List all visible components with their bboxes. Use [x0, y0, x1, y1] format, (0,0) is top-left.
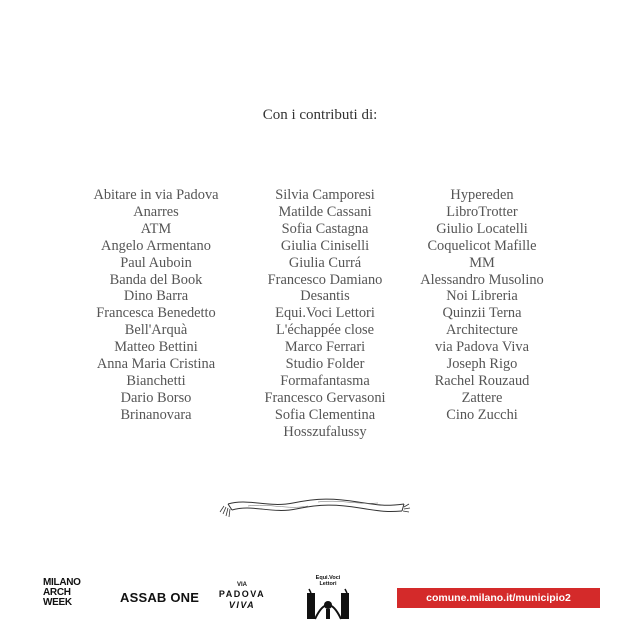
logo-line: ARCH [43, 587, 71, 598]
contributor-name: Francesco Gervasoni [264, 389, 386, 406]
contributor-name: Giulia Currá [288, 254, 362, 271]
contributor-name: Anarres [133, 203, 179, 220]
contributor-name: Paul Auboin [120, 254, 192, 271]
contributors-column-2 [235, 187, 415, 441]
logo-equi-line1: Equi.Voci [315, 575, 341, 581]
scarf-drawing-icon [218, 490, 414, 526]
contributor-name: Hypereden [450, 187, 514, 203]
contributor-name: Bell'Arquà [124, 322, 188, 339]
municipio-link[interactable]: comune.milano.it/municipio2 [397, 588, 600, 608]
contributor-name: Banda del Book [109, 271, 203, 288]
contributor-name: via Padova Viva [435, 339, 529, 356]
contributor-name: Dario Borso [120, 389, 192, 406]
logo-line: MILANO [43, 577, 81, 588]
contributor-name: Studio Folder [285, 356, 365, 373]
contributor-name: Matilde Cassani [278, 203, 372, 220]
logo-via: VIA [236, 582, 247, 588]
contributor-name: Noi Libreria [446, 288, 518, 305]
contributor-name: Giulio Locatelli [436, 220, 528, 237]
contributor-name: Zattere [461, 389, 503, 406]
contributor-name: Sofia Castagna [281, 220, 369, 237]
contributor-name: Formafantasma [280, 372, 370, 389]
contributor-name: Desantis [300, 288, 350, 305]
contributor-name: Bianchetti [126, 372, 186, 389]
contributor-name: L'échappée close [275, 322, 375, 339]
equi-voci-figure-icon [305, 587, 351, 621]
milano-arch-week-logo [43, 578, 83, 620]
contributor-name: Matteo Bettini [114, 339, 198, 356]
contributor-name: Architecture [446, 322, 518, 339]
contributor-name: Quinzii Terna [442, 305, 522, 322]
contributor-name: Equi.Voci Lettori [275, 305, 375, 322]
logo-line: WEEK [43, 597, 72, 608]
contributor-name: Anna Maria Cristina [96, 356, 216, 373]
contributor-name: Brinanovara [120, 406, 192, 423]
contributor-name: Silvia Camporesi [275, 187, 375, 203]
via-padova-viva-logo [217, 581, 267, 611]
contributor-name: ATM [140, 220, 172, 237]
contributor-name: Sofia Clementina [274, 406, 376, 423]
contributor-name: Cino Zucchi [446, 406, 518, 423]
contributor-name: Abitare in via Padova [93, 187, 219, 203]
contributor-name: Francesco Damiano [267, 271, 383, 288]
logo-equi-line2: Lettori [319, 581, 337, 587]
logo-viva: VIVA [228, 600, 256, 610]
logo-padova: PADOVA [218, 589, 266, 599]
contributor-name: Coquelicot Mafille [427, 237, 537, 254]
contributor-name: Angelo Armentano [101, 237, 211, 254]
equi-voci-logo [305, 575, 351, 623]
contributor-name: Dino Barra [123, 288, 189, 305]
contributor-name: Giulia Ciniselli [280, 237, 370, 254]
contributor-name: Rachel Rouzaud [434, 372, 530, 389]
contributor-name: Marco Ferrari [284, 339, 366, 356]
contributor-name: LibroTrotter [446, 203, 518, 220]
contributor-name: Alessandro Musolino [420, 271, 544, 288]
contributors-column-3 [392, 187, 572, 424]
assab-one-logo: ASSAB ONE [120, 590, 200, 605]
contributor-name: Joseph Rigo [446, 356, 518, 373]
contributor-name: Francesca Benedetto [96, 305, 216, 322]
contributor-name: MM [469, 254, 495, 271]
contributors-column-1 [66, 187, 246, 424]
page-heading: Con i contributi di: [262, 107, 378, 123]
contributor-name: Hosszufalussy [283, 423, 367, 440]
